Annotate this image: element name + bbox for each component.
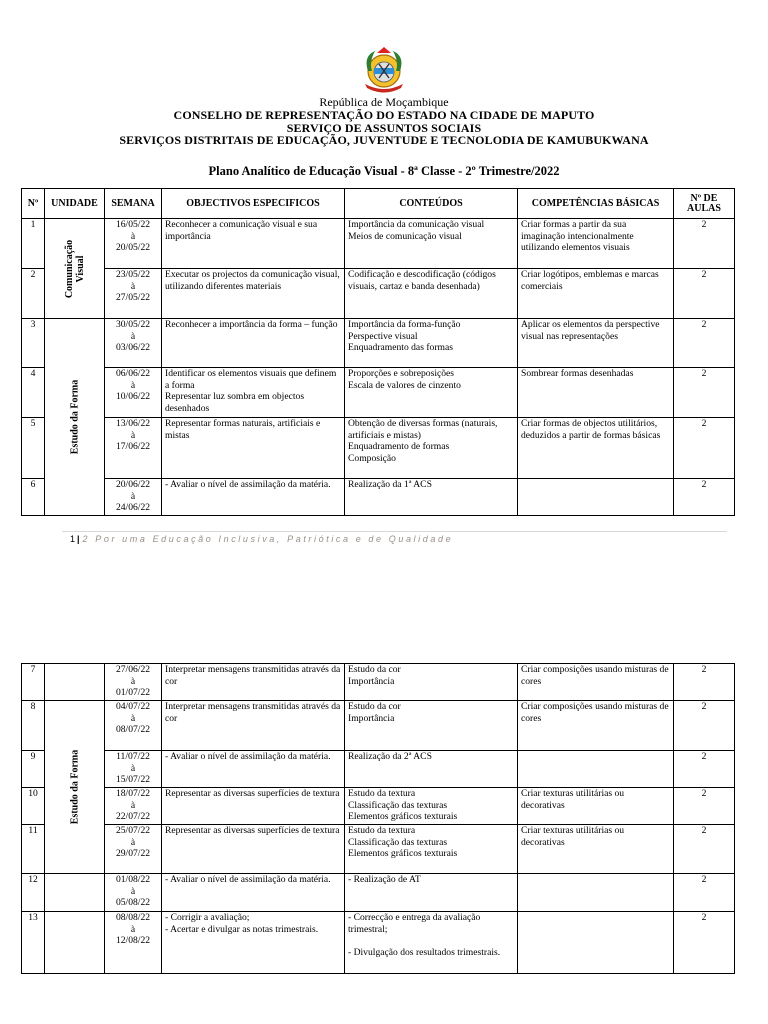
lessons-cell: 2 xyxy=(674,479,735,516)
unit-cell xyxy=(45,664,105,701)
objective-cell: - Avaliar o nível de assimilação da matéria. xyxy=(162,874,345,912)
table-row xyxy=(22,368,735,418)
lessons-cell: 2 xyxy=(674,912,735,974)
row-number: 3 xyxy=(22,319,45,368)
header-week: SEMANA xyxy=(105,189,162,219)
objective-cell: Identificar os elementos visuais que definem a forma Representar luz sombra em objectos desenhados xyxy=(162,368,345,418)
unit-label: Estudo da Forma xyxy=(69,379,80,455)
week-cell: 30/05/22 à 03/06/22 xyxy=(105,319,162,368)
unit-cell xyxy=(45,701,105,874)
competence-cell: Criar texturas utilitárias ou decorativas xyxy=(518,788,674,825)
week-cell: 27/06/22 à 01/07/22 xyxy=(105,664,162,701)
objective-cell: Reconhecer a importância da forma – função xyxy=(162,319,345,368)
objective-cell: Interpretar mensagens transmitidas através da cor xyxy=(162,664,345,701)
header-unit: UNIDADE xyxy=(45,189,105,219)
council-name: CONSELHO DE REPRESENTAÇÃO DO ESTADO NA CIDADE DE MAPUTO xyxy=(173,108,595,122)
plan-table-page-1 xyxy=(21,188,735,516)
competence-cell: Criar formas a partir da sua imaginação intencionalmente utilizando elementos visuais xyxy=(518,219,674,269)
plan-title: Plano Analítico de Educação Visual - 8ª Classe - 2º Trimestre/2022 xyxy=(208,164,560,178)
table-row xyxy=(22,319,735,368)
lessons-cell: 2 xyxy=(674,319,735,368)
content-cell: Obtenção de diversas formas (naturais, artificiais e mistas) Enquadramento de formas Composição xyxy=(345,418,518,479)
week-cell: 13/06/22 à 17/06/22 xyxy=(105,418,162,479)
content-cell: Estudo da cor Importância xyxy=(345,664,518,701)
competence-cell xyxy=(518,479,674,516)
week-cell: 11/07/22 à 15/07/22 xyxy=(105,751,162,788)
row-number: 4 xyxy=(22,368,45,418)
row-number: 13 xyxy=(22,912,45,974)
competence-cell: Criar formas de objectos utilitários, deduzidos a partir de formas básicas xyxy=(518,418,674,479)
content-cell: Estudo da textura Classificação das texturas Elementos gráficos texturais xyxy=(345,825,518,874)
unit-label: Comunicação Visual xyxy=(63,239,86,298)
header-objectives: OBJECTIVOS ESPECIFICOS xyxy=(162,189,345,219)
content-cell: Estudo da textura Classificação das texturas Elementos gráficos texturais xyxy=(345,788,518,825)
objective-cell: Representar as diversas superfícies de textura xyxy=(162,825,345,874)
row-number: 8 xyxy=(22,701,45,751)
page-number: 1 xyxy=(70,534,76,544)
row-number: 2 xyxy=(22,269,45,319)
row-number: 10 xyxy=(22,788,45,825)
row-number: 5 xyxy=(22,418,45,479)
content-cell: Proporções e sobreposições Escala de valores de cinzento xyxy=(345,368,518,418)
content-cell: Importância da forma-função Perspective visual Enquadramento das formas xyxy=(345,319,518,368)
competence-cell xyxy=(518,751,674,788)
table-row xyxy=(22,751,735,788)
document-header xyxy=(0,44,768,147)
competence-cell xyxy=(518,912,674,974)
table-row xyxy=(22,912,735,974)
country-name: República de Moçambique xyxy=(319,95,449,109)
competence-cell: Sombrear formas desenhadas xyxy=(518,368,674,418)
week-cell: 18/07/22 à 22/07/22 xyxy=(105,788,162,825)
competence-cell: Criar logótipos, emblemas e marcas comerciais xyxy=(518,269,674,319)
content-cell: Realização da 2ª ACS xyxy=(345,751,518,788)
objective-cell: - Avaliar o nível de assimilação da matéria. xyxy=(162,751,345,788)
header-competences: COMPETÊNCIAS BÁSICAS xyxy=(518,189,674,219)
week-cell: 04/07/22 à 08/07/22 xyxy=(105,701,162,751)
table-row xyxy=(22,219,735,269)
week-cell: 25/07/22 à 29/07/22 xyxy=(105,825,162,874)
table-row xyxy=(22,701,735,751)
competence-cell: Criar texturas utilitárias ou decorativas xyxy=(518,825,674,874)
service-name: SERVIÇO DE ASSUNTOS SOCIAIS xyxy=(286,120,482,135)
objective-cell: Representar as diversas superfícies de textura xyxy=(162,788,345,825)
competence-cell: Aplicar os elementos da perspective visual nas representações xyxy=(518,319,674,368)
table-row xyxy=(22,479,735,516)
objective-cell: Executar os projectos da comunicação visual, utilizando diferentes materiais xyxy=(162,269,345,319)
objective-cell: Interpretar mensagens transmitidas através da cor xyxy=(162,701,345,751)
competence-cell: Criar composições usando misturas de cores xyxy=(518,664,674,701)
district-services-name: SERVIÇOS DISTRITAIS DE EDUCAÇÃO, JUVENTUDE E TECNOLODIA DE KAMUBUKWANA xyxy=(119,133,649,147)
week-cell: 23/05/22 à 27/05/22 xyxy=(105,269,162,319)
table-row xyxy=(22,664,735,701)
lessons-cell: 2 xyxy=(674,825,735,874)
table-row xyxy=(22,269,735,319)
lessons-cell: 2 xyxy=(674,368,735,418)
unit-label: Estudo da Forma xyxy=(69,749,80,825)
content-cell: Importância da comunicação visual Meios de comunicação visual xyxy=(345,219,518,269)
content-cell: Estudo da cor Importância xyxy=(345,701,518,751)
lessons-cell: 2 xyxy=(674,874,735,912)
table-row xyxy=(22,825,735,874)
table-row xyxy=(22,788,735,825)
week-cell: 06/06/22 à 10/06/22 xyxy=(105,368,162,418)
lessons-cell: 2 xyxy=(674,219,735,269)
objective-cell: - Avaliar o nível de assimilação da matéria. xyxy=(162,479,345,516)
footer-separator: | xyxy=(77,534,80,544)
lessons-cell: 2 xyxy=(674,664,735,701)
row-number: 7 xyxy=(22,664,45,701)
week-cell: 08/08/22 à 12/08/22 xyxy=(105,912,162,974)
lessons-cell: 2 xyxy=(674,418,735,479)
content-cell: Codificação e descodificação (códigos visuais, cartaz e banda desenhada) xyxy=(345,269,518,319)
plan-table-page-2 xyxy=(21,663,735,974)
lessons-cell: 2 xyxy=(674,701,735,751)
table-row xyxy=(22,418,735,479)
competence-cell xyxy=(518,874,674,912)
lessons-cell: 2 xyxy=(674,751,735,788)
content-cell: Realização da 1ª ACS xyxy=(345,479,518,516)
objective-cell: Reconhecer a comunicação visual e sua importância xyxy=(162,219,345,269)
unit-cell xyxy=(45,912,105,974)
content-cell: - Realização de AT xyxy=(345,874,518,912)
page-footer xyxy=(70,534,453,544)
header-lessons: Nº DE AULAS xyxy=(674,189,735,219)
coat-of-arms-emblem xyxy=(355,44,413,96)
footer-divider xyxy=(62,531,727,532)
header-number: Nº xyxy=(22,189,45,219)
row-number: 11 xyxy=(22,825,45,874)
row-number: 6 xyxy=(22,479,45,516)
objective-cell: Representar formas naturais, artificiais e mistas xyxy=(162,418,345,479)
row-number: 1 xyxy=(22,219,45,269)
footer-motto: 2 Por uma Educação Inclusiva, Patriótica e de Qualidade xyxy=(82,534,454,544)
content-cell: - Correcção e entrega da avaliação trimestral; - Divulgação dos resultados trimestrais. xyxy=(345,912,518,974)
row-number: 9 xyxy=(22,751,45,788)
lessons-cell: 2 xyxy=(674,269,735,319)
unit-cell xyxy=(45,219,105,319)
unit-cell xyxy=(45,874,105,912)
week-cell: 16/05/22 à 20/05/22 xyxy=(105,219,162,269)
table-row xyxy=(22,874,735,912)
row-number: 12 xyxy=(22,874,45,912)
lessons-cell: 2 xyxy=(674,788,735,825)
week-cell: 20/06/22 à 24/06/22 xyxy=(105,479,162,516)
objective-cell: - Corrigir a avaliação; - Acertar e divulgar as notas trimestrais. xyxy=(162,912,345,974)
week-cell: 01/08/22 à 05/08/22 xyxy=(105,874,162,912)
competence-cell: Criar composições usando misturas de cores xyxy=(518,701,674,751)
unit-cell xyxy=(45,319,105,516)
header-contents: CONTEÚDOS xyxy=(345,189,518,219)
